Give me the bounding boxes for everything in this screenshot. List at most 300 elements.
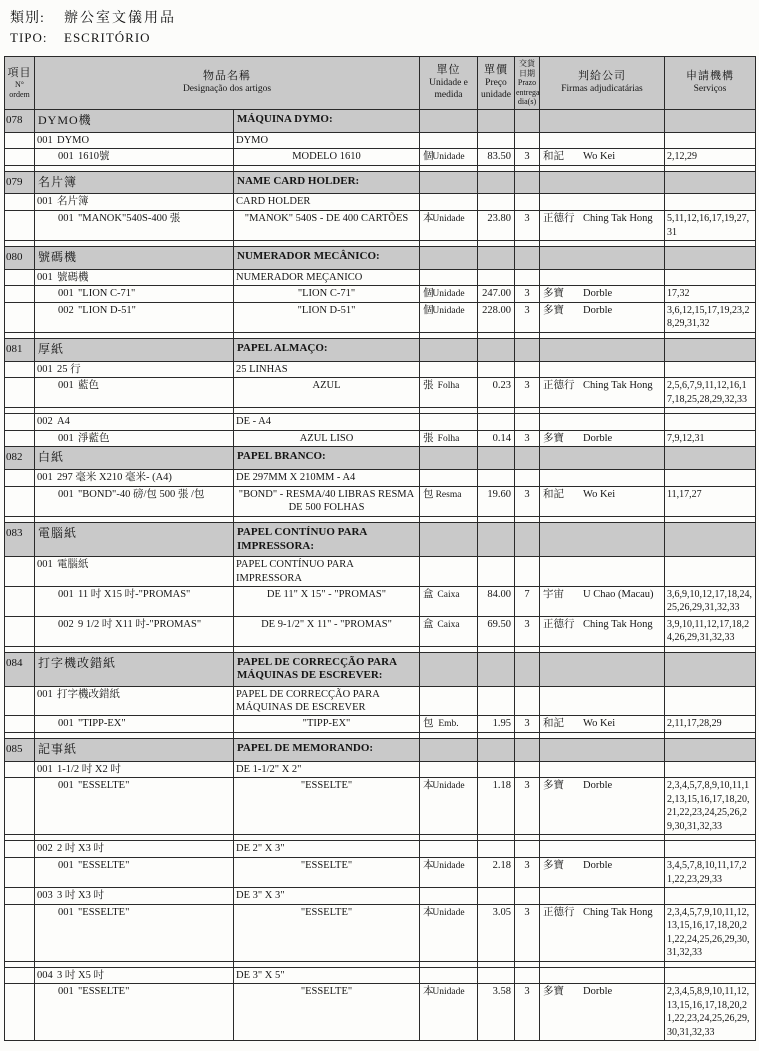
category-name-zh: 號碼機 (38, 250, 78, 265)
unit-zh: 張 (423, 380, 434, 392)
subitem-name-pt: DE 2" X 3" (236, 843, 285, 855)
detail-name-pt: "ESSELTE" (300, 860, 353, 871)
delivery-days: 3 (524, 906, 530, 918)
company-zh: 多寶 (543, 432, 564, 444)
delivery-days-cell (515, 211, 540, 241)
detail-name-zh: 淨藍色 (78, 432, 110, 444)
detail-name-pt: DE 9-1/2" X 11" - "PROMAS" (261, 618, 392, 630)
services-list: 2,11,17,28,29 (667, 718, 722, 730)
subitem-name-pt: 25 LINHAS (236, 363, 288, 375)
category-number: 081 (6, 342, 23, 355)
subitem-name-pt: DE - A4 (236, 416, 271, 428)
company-pt: Dorble (583, 288, 613, 300)
detail-name-zh-cell (35, 486, 234, 516)
services-cell (665, 302, 756, 332)
unit-cell (420, 778, 478, 835)
delivery-days-cell (515, 984, 540, 1041)
detail-name-zh: 1610號 (78, 151, 110, 163)
unit-zh: 包 (423, 488, 434, 500)
subitem-empty-cell (540, 194, 665, 211)
detail-number: 001 (58, 432, 74, 444)
subitem-name-zh: 3 吋 X5 吋 (57, 969, 104, 981)
detail-name-zh: "ESSELTE" (78, 780, 130, 792)
subitem-row (5, 414, 756, 431)
category-number-cell (5, 447, 35, 470)
detail-name-pt-cell (234, 378, 420, 408)
subitem-name-pt: DYMO (236, 134, 269, 146)
subitem-name-pt-cell (234, 761, 420, 778)
subitem-empty-cell (478, 269, 515, 286)
subitem-empty-cell (515, 470, 540, 487)
detail-row (5, 778, 756, 835)
category-number: 085 (6, 743, 23, 756)
category-empty-cell (420, 247, 478, 270)
delivery-days-cell (515, 286, 540, 303)
delivery-days: 3 (524, 986, 530, 998)
category-empty-cell (540, 109, 665, 132)
unit-pt: Unidade (432, 781, 465, 792)
category-number-cell (5, 171, 35, 194)
company-pt: Dorble (583, 780, 613, 792)
subitem-empty-cell (540, 687, 665, 716)
detail-name-pt-cell (234, 211, 420, 241)
subitem-ordem-cell (5, 470, 35, 487)
detail-row (5, 149, 756, 166)
subitem-empty-cell (515, 888, 540, 905)
tipo-title-row (10, 30, 756, 46)
category-number: 080 (6, 251, 23, 264)
subitem-row (5, 557, 756, 586)
subitem-name-zh-cell (35, 557, 234, 586)
category-empty-cell (515, 652, 540, 687)
company-cell (540, 858, 665, 888)
col-header-delivery (515, 57, 540, 110)
detail-number: 001 (58, 288, 74, 300)
unit-price: 19.60 (487, 488, 511, 500)
company-zh: 正德行 (543, 906, 575, 918)
category-empty-cell (420, 447, 478, 470)
subitem-name-zh-cell (35, 194, 234, 211)
col-header-company (540, 57, 665, 110)
company-cell (540, 149, 665, 166)
subitem-empty-cell (515, 194, 540, 211)
subitem-number: 001 (37, 134, 53, 146)
category-name-zh-cell (35, 522, 234, 557)
detail-name-pt-cell (234, 149, 420, 166)
category-empty-cell (420, 522, 478, 557)
unit-cell (420, 586, 478, 616)
detail-row (5, 486, 756, 516)
category-empty-cell (665, 522, 756, 557)
unit-price: 3.05 (492, 906, 511, 918)
subitem-empty-cell (420, 414, 478, 431)
company-pt: Ching Tak Hong (583, 618, 653, 630)
subitem-name-pt-cell (234, 557, 420, 586)
subitem-empty-cell (420, 194, 478, 211)
subitem-empty-cell (420, 269, 478, 286)
subitem-name-zh-cell (35, 470, 234, 487)
subitem-empty-cell (515, 761, 540, 778)
unit-pt: Caixa (437, 589, 460, 600)
detail-name-pt-cell (234, 586, 420, 616)
category-number-cell (5, 739, 35, 762)
category-row (5, 171, 756, 194)
subitem-name-zh: 名片簿 (57, 196, 89, 208)
subitem-empty-cell (540, 967, 665, 984)
detail-number: 001 (58, 860, 74, 871)
detail-name-zh-cell (35, 286, 234, 303)
detail-name-pt: "LION D-51" (297, 304, 356, 316)
col-header-company-pt: Firmas adjudicatárias (561, 83, 643, 94)
category-empty-cell (665, 171, 756, 194)
subitem-empty-cell (540, 888, 665, 905)
category-empty-cell (478, 522, 515, 557)
services-cell (665, 984, 756, 1041)
unit-cell (420, 858, 478, 888)
company-pt: Ching Tak Hong (583, 213, 653, 225)
detail-name-zh: "ESSELTE" (78, 906, 130, 918)
col-header-designation-pt: Designação dos artigos (182, 83, 272, 94)
unit-pt: Unidade (432, 289, 465, 300)
company-pt: Dorble (583, 304, 613, 316)
category-name-pt: PAPEL DE MEMORANDO: (237, 742, 374, 755)
company-pt: U Chao (Macau) (583, 588, 654, 600)
subitem-name-pt: PAPEL CONTÍNUO PARA IMPRESSORA (236, 559, 354, 584)
unit-zh: 本 (423, 986, 434, 998)
title-block (4, 5, 756, 56)
services-list: 17,32 (667, 288, 690, 300)
unit-pt: Unidade (432, 861, 465, 871)
subitem-name-zh-cell (35, 761, 234, 778)
detail-name-pt-cell (234, 430, 420, 447)
detail-name-pt: DE 11" X 15" - "PROMAS" (266, 588, 387, 600)
subitem-number: 001 (37, 689, 53, 701)
delivery-days: 3 (524, 488, 530, 500)
category-name-pt-cell (234, 739, 420, 762)
services-list: 11,17,27 (667, 488, 702, 500)
detail-name-zh-cell (35, 586, 234, 616)
unit-zh: 個 (423, 304, 434, 316)
company-pt: Wo Kei (583, 488, 616, 500)
unit-price: 228.00 (482, 304, 511, 316)
unit-cell (420, 904, 478, 961)
detail-name-pt: "ESSELTE" (300, 780, 353, 792)
services-list: 2,3,4,5,7,8,9,10,11,12,13,15,16,17,18,20,21,22,23,24,25,26,29,30,31,32,33 (667, 780, 750, 832)
category-name-zh: 電腦紙 (38, 525, 78, 540)
subitem-empty-cell (478, 557, 515, 586)
subitem-empty-cell (515, 361, 540, 378)
subitem-ordem-cell (5, 132, 35, 149)
category-name-zh-cell (35, 652, 234, 687)
delivery-days: 3 (524, 860, 530, 871)
detail-ordem-cell (5, 616, 35, 646)
table-header (5, 57, 756, 110)
detail-name-pt-cell (234, 984, 420, 1041)
unit-price: 83.50 (487, 151, 511, 163)
subitem-empty-cell (515, 269, 540, 286)
delivery-days-cell (515, 716, 540, 733)
subitem-name-pt-cell (234, 888, 420, 905)
detail-name-pt: "ESSELTE" (300, 906, 353, 918)
unit-pt: Resma (435, 489, 462, 500)
services-list: 2,12,29 (667, 151, 697, 163)
category-name-pt: NAME CARD HOLDER: (237, 174, 360, 187)
col-header-delivery-zh2: 日期 (519, 68, 535, 78)
subitem-number: 001 (37, 363, 53, 375)
detail-number: 001 (58, 488, 74, 500)
category-row (5, 338, 756, 361)
category-empty-cell (420, 739, 478, 762)
subitem-empty-cell (665, 967, 756, 984)
delivery-days: 3 (524, 718, 530, 730)
unit-cell (420, 378, 478, 408)
detail-row (5, 904, 756, 961)
detail-name-pt-cell (234, 302, 420, 332)
col-header-company-zh: 判給公司 (578, 70, 626, 83)
subitem-row (5, 361, 756, 378)
services-cell (665, 858, 756, 888)
services-cell (665, 716, 756, 733)
detail-name-zh: "BOND"-40 磅/包 500 張 /包 (78, 488, 205, 500)
unit-cell (420, 211, 478, 241)
col-header-unit-zh: 單位 (436, 64, 461, 77)
unit-price-cell (478, 149, 515, 166)
company-pt: Ching Tak Hong (583, 380, 653, 392)
company-cell (540, 616, 665, 646)
subitem-name-zh-cell (35, 414, 234, 431)
category-name-pt-cell (234, 109, 420, 132)
tipo-value: ESCRITÓRIO (64, 30, 151, 45)
unit-price: 2.18 (492, 860, 511, 871)
detail-ordem-cell (5, 430, 35, 447)
subitem-name-pt: CARD HOLDER (236, 196, 311, 208)
detail-ordem-cell (5, 586, 35, 616)
detail-row (5, 378, 756, 408)
subitem-name-zh-cell (35, 841, 234, 858)
table-body (5, 109, 756, 1040)
subitem-empty-cell (515, 132, 540, 149)
unit-price-cell (478, 904, 515, 961)
subitem-name-pt-cell (234, 841, 420, 858)
detail-name-zh-cell (35, 302, 234, 332)
unit-cell (420, 984, 478, 1041)
services-list: 2,3,4,5,8,9,10,11,12,13,15,16,17,18,20,21,22,23,24,25,26,29,30,31,32,33 (667, 986, 750, 1038)
detail-ordem-cell (5, 984, 35, 1041)
unit-zh: 本 (423, 906, 434, 918)
detail-name-zh-cell (35, 904, 234, 961)
unit-zh: 盒 (423, 618, 434, 630)
subitem-row (5, 967, 756, 984)
category-empty-cell (420, 171, 478, 194)
unit-price: 3.58 (492, 986, 511, 998)
detail-row (5, 716, 756, 733)
category-empty-cell (540, 247, 665, 270)
subitem-ordem-cell (5, 414, 35, 431)
services-cell (665, 486, 756, 516)
col-header-services-zh: 申請機構 (686, 70, 734, 83)
subitem-row (5, 269, 756, 286)
subitem-empty-cell (478, 761, 515, 778)
subitem-ordem-cell (5, 361, 35, 378)
unit-cell (420, 430, 478, 447)
company-cell (540, 716, 665, 733)
company-pt: Ching Tak Hong (583, 906, 653, 918)
delivery-days-cell (515, 778, 540, 835)
services-list: 7,9,12,31 (667, 432, 705, 444)
subitem-name-pt-cell (234, 361, 420, 378)
category-number: 078 (6, 113, 23, 126)
services-cell (665, 586, 756, 616)
delivery-days-cell (515, 858, 540, 888)
unit-price-cell (478, 378, 515, 408)
delivery-days: 3 (524, 213, 530, 225)
detail-row (5, 211, 756, 241)
detail-name-pt-cell (234, 616, 420, 646)
company-cell (540, 984, 665, 1041)
subitem-empty-cell (478, 888, 515, 905)
detail-row (5, 858, 756, 888)
subitem-empty-cell (478, 414, 515, 431)
col-header-delivery-pt2: entrega (516, 87, 540, 97)
subitem-name-pt: PAPEL DE CORRECÇÃO PARA MÁQUINAS DE ESCREVER (236, 689, 380, 714)
detail-name-zh-cell (35, 778, 234, 835)
subitem-empty-cell (665, 761, 756, 778)
company-zh: 多寶 (543, 304, 564, 316)
delivery-days: 3 (524, 380, 530, 392)
unit-price-cell (478, 302, 515, 332)
delivery-days-cell (515, 486, 540, 516)
detail-name-pt: MODELO 1610 (292, 151, 361, 163)
company-zh: 多寶 (543, 288, 564, 300)
company-cell (540, 904, 665, 961)
services-cell (665, 378, 756, 408)
subitem-name-pt-cell (234, 132, 420, 149)
delivery-days-cell (515, 586, 540, 616)
unit-price-cell (478, 486, 515, 516)
subitem-empty-cell (515, 967, 540, 984)
unit-zh: 包 (423, 718, 434, 730)
company-cell (540, 302, 665, 332)
services-cell (665, 616, 756, 646)
unit-price: 1.18 (492, 780, 511, 792)
subitem-number: 001 (37, 472, 53, 484)
col-header-unit-pt2: medida (434, 89, 463, 100)
category-title-row (10, 7, 756, 27)
category-empty-cell (540, 652, 665, 687)
unit-pt: Folha (437, 381, 460, 392)
services-cell (665, 778, 756, 835)
col-header-price (478, 57, 515, 110)
subitem-empty-cell (665, 361, 756, 378)
services-list: 3,6,9,10,12,17,18,24,25,26,29,31,32,33 (667, 588, 752, 614)
category-empty-cell (540, 171, 665, 194)
company-zh: 多寶 (543, 986, 564, 998)
subitem-name-pt: DE 3" X 3" (236, 890, 285, 901)
detail-name-zh: "LION C-71" (78, 288, 136, 300)
delivery-days-cell (515, 378, 540, 408)
col-header-delivery-zh1: 交貨 (519, 59, 535, 68)
subitem-number: 001 (37, 196, 53, 208)
category-label: 類別: (10, 11, 45, 26)
unit-pt: Caixa (437, 619, 460, 630)
subitem-row (5, 761, 756, 778)
col-header-item-zh: 項目 (7, 66, 32, 79)
subitem-empty-cell (420, 888, 478, 905)
tipo-label: TIPO: (10, 30, 48, 45)
col-header-item (5, 57, 35, 110)
col-header-services-pt: Serviços (693, 83, 727, 94)
col-header-price-pt2: unidade (480, 89, 512, 100)
unit-price: 0.14 (492, 432, 511, 444)
subitem-empty-cell (540, 132, 665, 149)
detail-name-zh: 11 吋 X15 吋-"PROMAS" (78, 588, 191, 600)
procurement-table (4, 56, 756, 1041)
subitem-empty-cell (515, 557, 540, 586)
detail-name-zh: "TIPP-EX" (78, 718, 126, 730)
unit-price-cell (478, 211, 515, 241)
detail-number: 001 (58, 986, 74, 998)
col-header-services (665, 57, 756, 110)
subitem-empty-cell (540, 557, 665, 586)
category-empty-cell (515, 739, 540, 762)
category-number-cell (5, 109, 35, 132)
category-empty-cell (515, 338, 540, 361)
subitem-ordem-cell (5, 687, 35, 716)
subitem-ordem-cell (5, 269, 35, 286)
subitem-empty-cell (420, 132, 478, 149)
detail-ordem-cell (5, 904, 35, 961)
category-empty-cell (515, 522, 540, 557)
subitem-name-pt-cell (234, 194, 420, 211)
detail-name-pt-cell (234, 858, 420, 888)
header-row (5, 57, 756, 110)
detail-name-pt: "ESSELTE" (300, 986, 353, 998)
category-number-cell (5, 247, 35, 270)
subitem-name-pt: DE 1-1/2" X 2" (236, 763, 302, 775)
unit-price-cell (478, 858, 515, 888)
detail-name-pt: "BOND" - RESMA/40 LIBRAS RESMA DE 500 FOLHAS (238, 488, 415, 514)
subitem-empty-cell (420, 687, 478, 716)
subitem-name-zh: 3 吋 X3 吋 (57, 890, 104, 901)
unit-zh: 個 (423, 288, 434, 300)
category-empty-cell (665, 447, 756, 470)
subitem-empty-cell (540, 361, 665, 378)
detail-ordem-cell (5, 716, 35, 733)
category-row (5, 739, 756, 762)
subitem-number: 001 (37, 271, 53, 283)
subitem-number: 002 (37, 416, 53, 428)
category-empty-cell (665, 247, 756, 270)
subitem-row (5, 132, 756, 149)
services-list: 3,6,12,15,17,19,23,28,29,31,32 (667, 304, 750, 330)
company-cell (540, 378, 665, 408)
detail-name-zh-cell (35, 716, 234, 733)
category-name-zh: DYMO機 (38, 112, 92, 127)
unit-price: 84.00 (487, 588, 511, 600)
company-pt: Dorble (583, 432, 613, 444)
category-empty-cell (665, 739, 756, 762)
subitem-name-zh: 號碼機 (57, 271, 89, 283)
unit-pt: Unidade (432, 152, 465, 163)
company-pt: Dorble (583, 986, 613, 998)
subitem-ordem-cell (5, 194, 35, 211)
company-zh: 和記 (543, 718, 564, 730)
subitem-empty-cell (420, 361, 478, 378)
detail-name-zh-cell (35, 378, 234, 408)
subitem-empty-cell (478, 967, 515, 984)
subitem-ordem-cell (5, 967, 35, 984)
detail-name-zh: "ESSELTE" (78, 860, 130, 871)
